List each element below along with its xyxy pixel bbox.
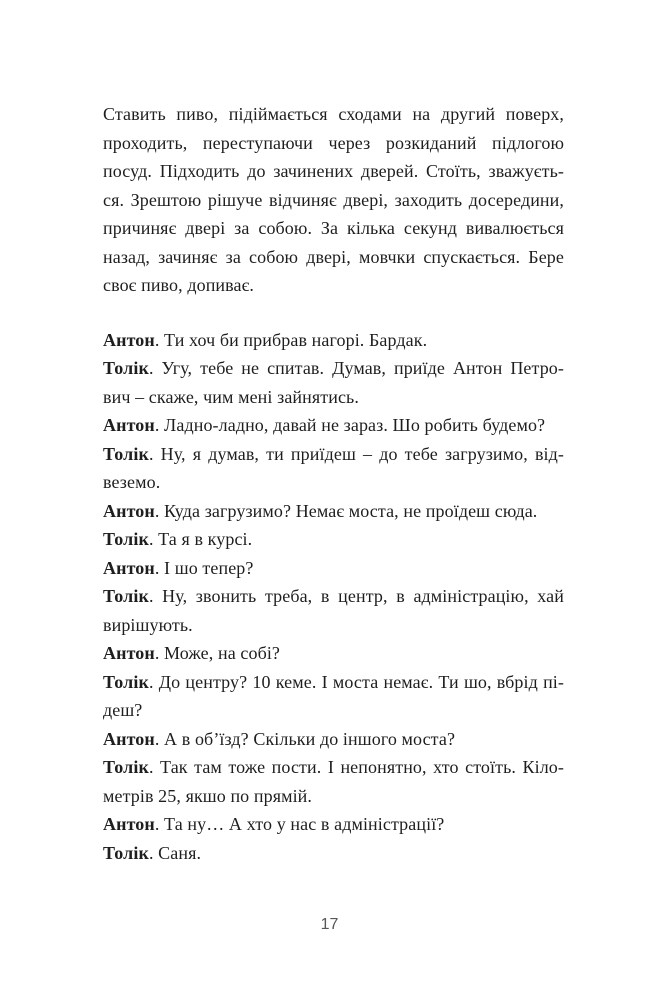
- text-line: веземо.: [103, 472, 161, 492]
- text-line: Антон. Куда загрузимо? Немає моста, не проїдеш сюда.: [103, 500, 538, 521]
- text-line: Толік. Угу, тебе не спитав. Думав, приїде Антон Петро-: [103, 358, 564, 378]
- speaker-name: Антон: [103, 814, 155, 834]
- text-line: посуд. Підходить до зачинених дверей. Стоїть, зважуєть-: [103, 161, 564, 181]
- text-line: Толік. Ну, звонить треба, в центр, в адміністрацію, хай: [103, 586, 564, 606]
- text-line: Толік. Саня.: [103, 842, 202, 863]
- text-line: Антон. Та ну… А хто у нас в адміністрації?: [103, 814, 445, 834]
- speaker-name: Толік: [103, 757, 149, 777]
- speech: [103, 554, 564, 583]
- dialogue: [103, 326, 564, 868]
- text-line: Толік. До центру? 10 кеме. І моста немає. Ти шо, вбрід пі-: [103, 671, 564, 692]
- text-line: Толік. Так там тоже пости. І непонятно, хто стоїть. Кіло-: [103, 757, 564, 777]
- speech: [103, 725, 564, 754]
- text-block: [103, 100, 564, 867]
- speaker-name: Антон: [103, 415, 155, 435]
- speech: [103, 497, 564, 526]
- speaker-name: Толік: [103, 671, 149, 692]
- text-line: Антон. І шо тепер?: [103, 557, 254, 578]
- speech: [103, 582, 564, 639]
- speaker-name: Толік: [103, 842, 149, 863]
- text-line: своє пиво, допиває.: [103, 275, 255, 295]
- stage-direction: [103, 100, 564, 300]
- speaker-name: Толік: [103, 443, 149, 464]
- text-line: проходить, переступаючи через розкиданий підлогою: [103, 132, 564, 153]
- text-line: Антон. Ладно-ладно, давай не зараз. Шо робить будемо?: [103, 415, 546, 435]
- speaker-name: Антон: [103, 643, 155, 663]
- speech: [103, 440, 564, 497]
- text-line: Толік. Та я в курсі.: [103, 529, 253, 549]
- speech: [103, 411, 564, 440]
- text-line: Антон. Може, на собі?: [103, 643, 281, 663]
- speaker-name: Антон: [103, 500, 155, 521]
- text-line: вич – скаже, чим мені зайнятись.: [103, 386, 359, 407]
- text-line: назад, зачиняє за собою двері, мовчки спускається. Бере: [103, 246, 564, 267]
- text-line: Антон. Ти хоч би прибрав нагорі. Бардак.: [103, 329, 428, 350]
- speech: [103, 839, 564, 868]
- text-line: Ставить пиво, підіймається сходами на другий поверх,: [103, 104, 564, 124]
- text-line: Толік. Ну, я думав, ти приїдеш – до тебе загрузимо, від-: [103, 443, 564, 464]
- speaker-name: Толік: [103, 529, 149, 549]
- text-line: ся. Зрештою рішуче відчиняє двері, заходить досередини,: [103, 189, 564, 210]
- text-line: метрів 25, якшо по прямій.: [103, 785, 313, 806]
- text-line: деш?: [103, 700, 143, 720]
- speech: [103, 326, 564, 355]
- text-line: причиняє двері за собою. За кілька секунд вивалюється: [103, 218, 564, 238]
- speech: [103, 525, 564, 554]
- speech: [103, 668, 564, 725]
- speaker-name: Антон: [103, 329, 155, 350]
- page-number: 17: [320, 916, 339, 933]
- speech: [103, 753, 564, 810]
- speaker-name: Толік: [103, 358, 149, 378]
- speech: [103, 639, 564, 668]
- speaker-name: Толік: [103, 586, 149, 606]
- text-line: вирішують.: [103, 614, 193, 635]
- speaker-name: Антон: [103, 557, 155, 578]
- speaker-name: Антон: [103, 728, 155, 749]
- text-line: Антон. А в об’їзд? Скільки до іншого моста?: [103, 728, 456, 749]
- speech: [103, 810, 564, 839]
- speech: [103, 354, 564, 411]
